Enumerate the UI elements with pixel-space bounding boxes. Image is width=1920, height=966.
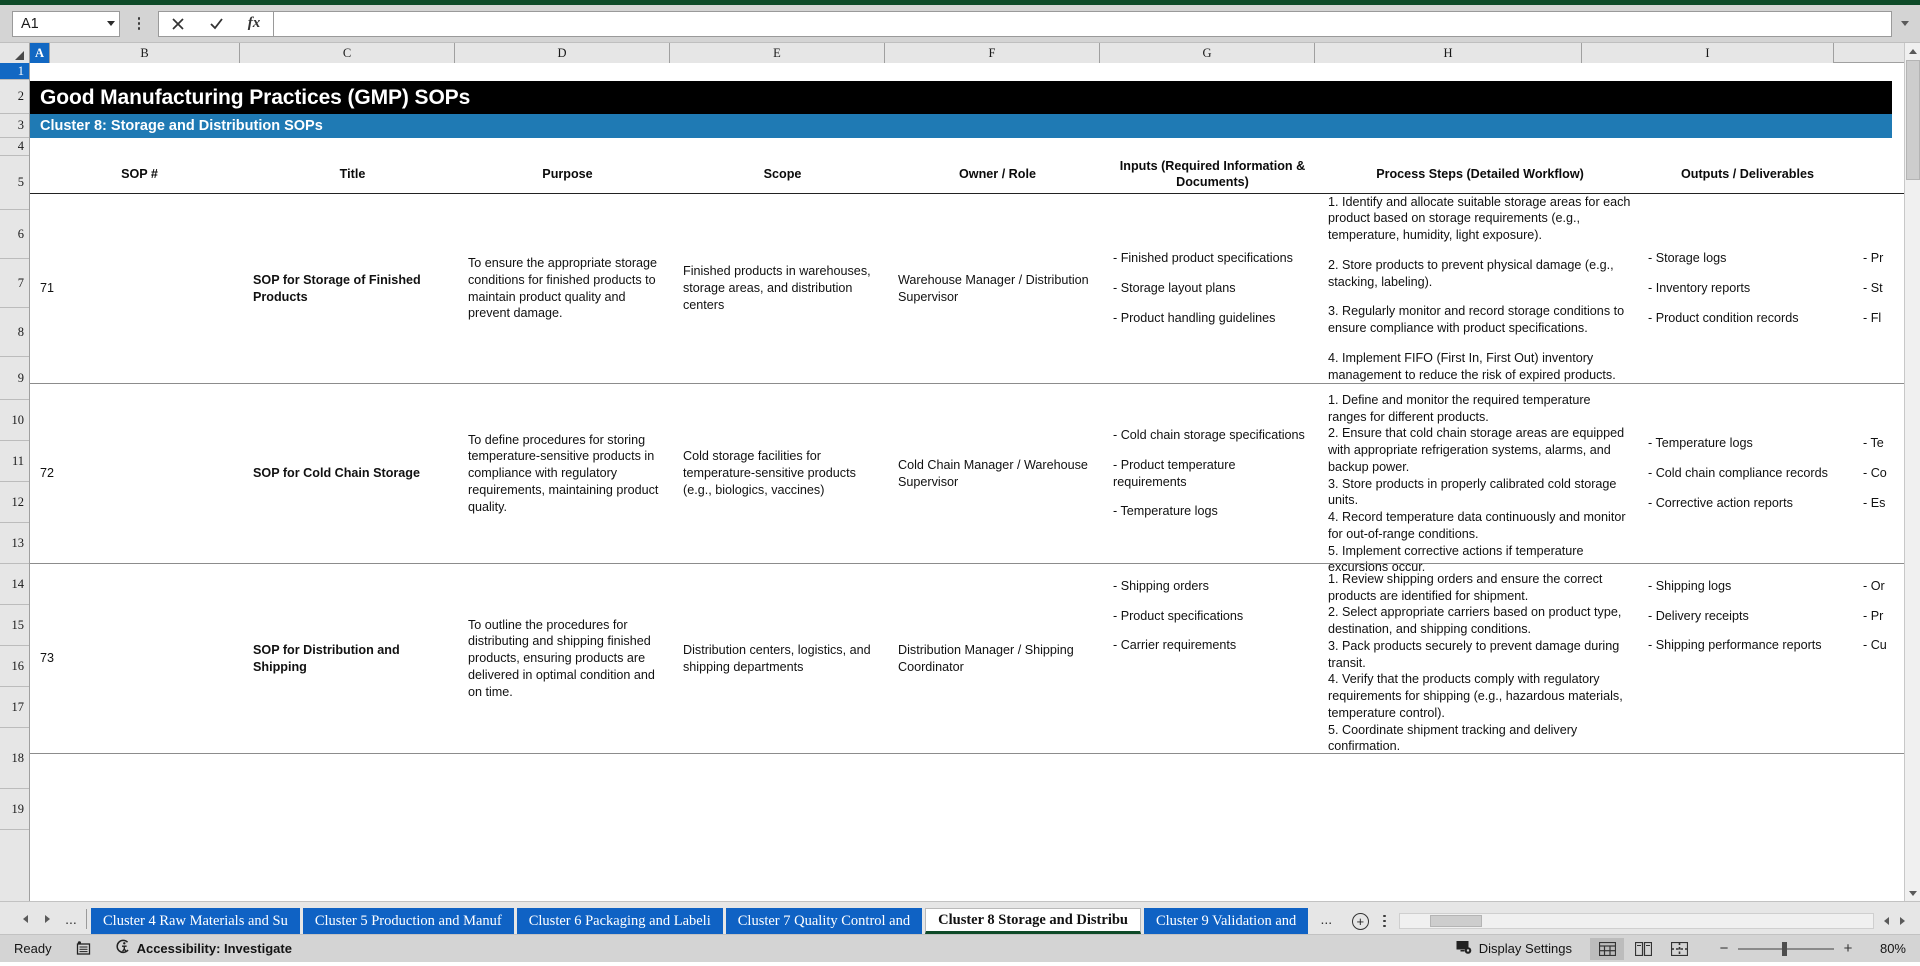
- input-item: - Product handling guidelines: [1113, 310, 1276, 325]
- output-item: - Shipping performance reports: [1648, 638, 1822, 653]
- th-process-steps: Process Steps (Detailed Workflow): [1376, 166, 1584, 181]
- row-header-8[interactable]: 8: [0, 308, 29, 357]
- sheet-tab-cluster-6[interactable]: Cluster 6 Packaging and Labeli: [517, 908, 723, 934]
- record-item: - Fl: [1863, 310, 1882, 325]
- formula-input[interactable]: [274, 11, 1892, 37]
- row-header-17[interactable]: 17: [0, 687, 29, 728]
- record-item: - Or: [1863, 579, 1885, 593]
- sop-table: [30, 156, 1910, 754]
- sheet-tab-bar: [0, 901, 1920, 934]
- table-row[interactable]: [30, 564, 1910, 754]
- record-item: - Pr: [1863, 608, 1884, 623]
- record-item: - St: [1863, 281, 1883, 296]
- cell-owner-role: Distribution Manager / Shipping Coordinator: [898, 642, 1074, 674]
- status-bar: [0, 934, 1920, 962]
- column-header-b[interactable]: B: [50, 43, 240, 63]
- input-item: - Product temperature requirements: [1113, 457, 1236, 489]
- record-item: - Te: [1863, 436, 1884, 451]
- horizontal-scroll-thumb[interactable]: [1430, 915, 1482, 927]
- sheet-subtitle-banner: Cluster 8: Storage and Distribution SOPs: [30, 114, 1892, 138]
- row-header-6[interactable]: 6: [0, 210, 29, 259]
- row-header-4[interactable]: 4: [0, 138, 29, 156]
- cell-owner-role: Warehouse Manager / Distribution Supervisor: [898, 272, 1089, 304]
- column-header-i[interactable]: I: [1582, 43, 1834, 63]
- cell-title: SOP for Distribution and Shipping: [253, 642, 400, 674]
- row-header-13[interactable]: 13: [0, 523, 29, 564]
- cancel-icon[interactable]: [159, 12, 197, 36]
- cell-sop-number: 71: [40, 281, 55, 296]
- output-item: - Inventory reports: [1648, 281, 1751, 296]
- fx-icon[interactable]: fx: [247, 15, 261, 31]
- accessibility-icon: [115, 939, 131, 958]
- name-box[interactable]: [12, 11, 120, 37]
- row-header-5[interactable]: 5: [0, 156, 29, 210]
- zoom-in-button[interactable]: +: [1843, 940, 1853, 957]
- cell-outputs: [1640, 564, 1855, 753]
- vertical-scrollbar[interactable]: [1904, 43, 1920, 901]
- zoom-out-button[interactable]: −: [1719, 940, 1729, 957]
- row-header-15[interactable]: 15: [0, 605, 29, 646]
- output-item: - Storage logs: [1648, 251, 1727, 266]
- cell-purpose: To define procedures for storing temperature-sensitive products in compliance with regulatory requirements, maintaining product quality.: [468, 432, 659, 514]
- display-settings-label: Display Settings: [1478, 941, 1572, 956]
- cell-process-steps: [1320, 194, 1640, 383]
- column-header-e[interactable]: E: [670, 43, 885, 63]
- output-item: - Product condition records: [1648, 310, 1799, 325]
- record-macro-icon[interactable]: [76, 941, 91, 956]
- page-layout-icon[interactable]: [1626, 938, 1660, 960]
- step-item: 4. Implement FIFO (First In, First Out) inventory management to reduce the risk of expired products.: [1328, 350, 1616, 382]
- output-item: - Temperature logs: [1648, 436, 1753, 451]
- name-box-value: A1: [21, 15, 39, 32]
- th-scope: Scope: [763, 166, 802, 181]
- tabs-overflow-left[interactable]: ...: [65, 911, 77, 927]
- record-item: - Pr: [1863, 251, 1884, 266]
- step-item: 3. Pack products securely to prevent damage during transit.: [1328, 638, 1620, 670]
- column-header-a[interactable]: A: [30, 43, 50, 63]
- zoom-level-label[interactable]: 80%: [1879, 941, 1906, 956]
- th-owner-role: Owner / Role: [959, 166, 1036, 181]
- column-header-d[interactable]: D: [455, 43, 670, 63]
- input-item: - Shipping orders: [1113, 579, 1209, 593]
- sheet-tab-cluster-7[interactable]: Cluster 7 Quality Control and: [726, 908, 922, 934]
- step-item: 1. Review shipping orders and ensure the correct products are identified for shipment.: [1328, 572, 1603, 603]
- row-header-18[interactable]: 18: [0, 728, 29, 789]
- step-item: 2. Ensure that cold chain storage areas are equipped with appropriate refrigeration systems, alarms, and backup power.: [1328, 426, 1625, 474]
- grid-body: [0, 63, 1920, 901]
- row-header-column: [0, 63, 30, 901]
- row-header-3[interactable]: 3: [0, 114, 29, 138]
- cell-inputs: [1105, 384, 1320, 563]
- sheet-title-banner: Good Manufacturing Practices (GMP) SOPs: [30, 81, 1892, 114]
- zoom-track[interactable]: [1738, 948, 1834, 950]
- table-row[interactable]: [30, 194, 1910, 384]
- zoom-slider[interactable]: [1718, 940, 1854, 957]
- scroll-down-icon[interactable]: [1905, 885, 1920, 901]
- column-header-f[interactable]: F: [885, 43, 1100, 63]
- sheet-canvas[interactable]: [30, 63, 1920, 901]
- cell-scope: Finished products in warehouses, storage areas, and distribution centers: [683, 264, 871, 312]
- row-header-10[interactable]: 10: [0, 400, 29, 441]
- step-item: 2. Store products to prevent physical damage (e.g., stacking, labeling).: [1328, 257, 1614, 289]
- input-item: - Cold chain storage specifications: [1113, 428, 1305, 443]
- tab-divider: [86, 909, 87, 929]
- cell-title: SOP for Storage of Finished Products: [253, 272, 421, 304]
- cell-inputs: [1105, 564, 1320, 753]
- cell-purpose: To outline the procedures for distributing and shipping finished products, ensuring products are delivered in optimal condition and on time.: [468, 617, 655, 699]
- formula-bar: [0, 5, 1920, 43]
- accessibility-label: Accessibility: Investigate: [136, 941, 292, 956]
- row-header-2[interactable]: 2: [0, 80, 29, 114]
- sheet-tab-cluster-4[interactable]: Cluster 4 Raw Materials and Su: [91, 908, 300, 934]
- input-item: - Product specifications: [1113, 608, 1244, 623]
- sheet-tab-cluster-9[interactable]: Cluster 9 Validation and: [1144, 908, 1308, 934]
- cell-inputs: [1105, 194, 1320, 383]
- th-title: Title: [339, 166, 366, 181]
- display-settings-button[interactable]: [1456, 940, 1572, 958]
- scroll-up-icon[interactable]: [1905, 43, 1920, 59]
- horizontal-scrollbar[interactable]: [1399, 913, 1874, 929]
- column-header-c[interactable]: C: [240, 43, 455, 63]
- input-item: - Finished product specifications: [1113, 251, 1293, 266]
- output-item: - Corrective action reports: [1648, 495, 1793, 510]
- step-item: 5. Coordinate shipment tracking and delivery confirmation.: [1328, 722, 1578, 754]
- cell-outputs: [1640, 384, 1855, 563]
- column-header-h[interactable]: H: [1315, 43, 1582, 63]
- cell-owner-role: Cold Chain Manager / Warehouse Supervisor: [898, 457, 1088, 489]
- step-item: 2. Select appropriate carriers based on product type, destination, and shipping conditions.: [1328, 605, 1622, 637]
- cell-sop-number: 72: [40, 466, 55, 481]
- output-item: - Shipping logs: [1648, 579, 1732, 593]
- check-icon[interactable]: [197, 12, 235, 36]
- row-header-1[interactable]: 1: [0, 63, 29, 80]
- all-sheets-icon[interactable]: [1373, 908, 1395, 934]
- accessibility-status[interactable]: [115, 939, 292, 958]
- scroll-right-icon[interactable]: [1894, 913, 1910, 929]
- sheet-tab-cluster-5[interactable]: Cluster 5 Production and Manuf: [303, 908, 514, 934]
- scroll-left-icon[interactable]: [1878, 913, 1894, 929]
- step-item: 5. Implement corrective actions if temperature excursions occur.: [1328, 543, 1584, 575]
- row-header-16[interactable]: 16: [0, 646, 29, 687]
- th-inputs: Inputs (Required Information & Documents): [1119, 158, 1306, 189]
- cell-purpose: To ensure the appropriate storage conditions for finished products to maintain product quality and prevent damage.: [468, 256, 658, 321]
- add-sheet-icon[interactable]: +: [1347, 908, 1373, 934]
- page-break-icon[interactable]: [1662, 938, 1696, 960]
- column-header-row: [0, 43, 1920, 63]
- record-item: - Co: [1863, 466, 1887, 481]
- normal-view-icon[interactable]: [1590, 938, 1624, 960]
- cell-process-steps: [1320, 564, 1640, 753]
- step-item: 1. Identify and allocate suitable storage areas for each product based on storage requirements (e.g., temperature, humidity, light exposure).: [1328, 194, 1631, 243]
- record-item: - Cu: [1863, 638, 1887, 653]
- spreadsheet-grid: [0, 43, 1920, 901]
- row-header-9[interactable]: 9: [0, 357, 29, 400]
- sheet-tab-cluster-8[interactable]: Cluster 8 Storage and Distribu: [925, 908, 1141, 934]
- step-item: 1. Define and monitor the required temperature ranges for different products.: [1328, 393, 1591, 424]
- th-outputs: Outputs / Deliverables: [1681, 166, 1814, 181]
- output-item: - Cold chain compliance records: [1648, 466, 1828, 481]
- chevron-right-icon[interactable]: [36, 904, 58, 934]
- tabs-overflow-right[interactable]: ...: [1320, 911, 1333, 927]
- th-sop-number: SOP #: [121, 166, 158, 181]
- step-item: 3. Regularly monitor and record storage conditions to ensure compliance with product specifications.: [1328, 304, 1625, 336]
- zoom-knob[interactable]: [1782, 942, 1787, 956]
- cell-sop-number: 73: [40, 651, 55, 666]
- display-settings-icon: [1456, 940, 1473, 958]
- step-item: 4. Verify that the products comply with regulatory requirements for shipping (e.g., hazardous materials, temperature control).: [1328, 672, 1623, 720]
- cell-scope: Distribution centers, logistics, and shipping departments: [683, 642, 871, 674]
- record-item: - Es: [1863, 495, 1886, 510]
- input-item: - Storage layout plans: [1113, 281, 1236, 296]
- row-header-11[interactable]: 11: [0, 441, 29, 482]
- input-item: - Temperature logs: [1113, 504, 1218, 519]
- status-ready-label: Ready: [14, 941, 52, 956]
- step-item: 3. Store products in properly calibrated cold storage units.: [1328, 476, 1617, 508]
- table-row[interactable]: [30, 384, 1910, 575]
- step-item: 4. Record temperature data continuously and monitor for out-of-range conditions.: [1328, 510, 1626, 541]
- output-item: - Delivery receipts: [1648, 608, 1749, 623]
- row-header-19[interactable]: 19: [0, 789, 29, 830]
- row-header-7[interactable]: 7: [0, 259, 29, 308]
- chevron-down-icon[interactable]: [107, 21, 115, 26]
- formula-action-buttons: [158, 11, 274, 37]
- row-header-12[interactable]: 12: [0, 482, 29, 523]
- cell-title: SOP for Cold Chain Storage: [253, 466, 421, 481]
- cell-outputs: [1640, 194, 1855, 383]
- vertical-scroll-thumb[interactable]: [1906, 60, 1920, 180]
- cell-scope: Cold storage facilities for temperature-sensitive products (e.g., biologics, vaccines): [683, 449, 856, 497]
- column-header-g[interactable]: G: [1100, 43, 1315, 63]
- row-header-14[interactable]: 14: [0, 564, 29, 605]
- input-item: - Carrier requirements: [1113, 638, 1237, 653]
- formula-bar-options-icon[interactable]: [126, 11, 152, 37]
- table-header-row: [30, 156, 1910, 194]
- expand-formula-bar-icon[interactable]: [1894, 11, 1916, 37]
- select-all-corner[interactable]: [0, 43, 30, 63]
- th-purpose: Purpose: [542, 166, 593, 181]
- cell-process-steps: [1320, 384, 1640, 575]
- chevron-left-icon[interactable]: [14, 904, 36, 934]
